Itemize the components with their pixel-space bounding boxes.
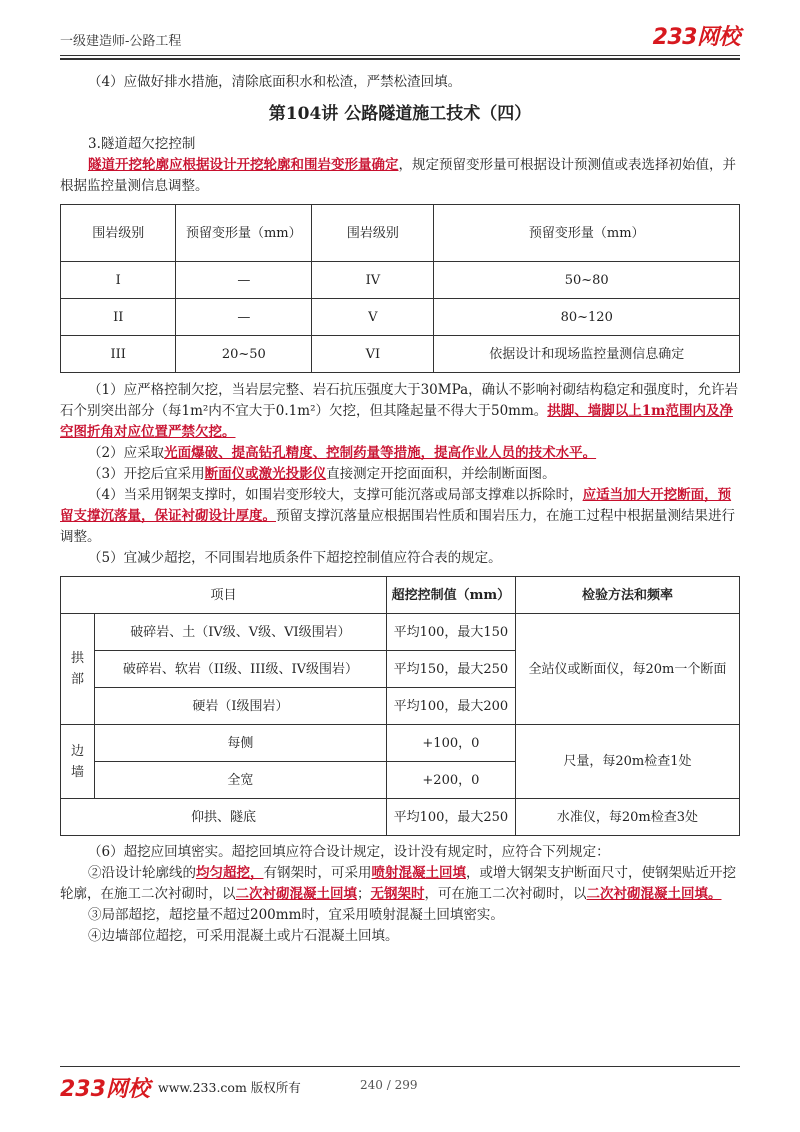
table-cell: V <box>312 299 434 336</box>
lecture-title: 第104讲 公路隧道施工技术（四） <box>268 104 532 124</box>
document-body <box>60 72 740 947</box>
paragraph-intro: 隧道开挖轮廓应根据设计开挖轮廓和围岩变形量确定，规定预留变形量可根据设计预测值或表选择初始值，并根据监控量测信息调整。 <box>60 157 736 194</box>
table-header-cell: 预留变形量（mm） <box>434 205 740 262</box>
table-cell: 平均100，最大150 <box>386 614 515 651</box>
table-cell: 全站仪或断面仪，每20m一个断面 <box>515 614 739 725</box>
paragraph-item-4: （4）当采用钢架支撑时，如围岩变形较大，支撑可能沉落或局部支撑难以拆除时，应适当加大开挖断面，预留支撑沉落量，保证衬砌设计厚度。预留支撑沉落量应根据围岩性质和围岩压力，在施工过程中根据量测结果进行调整。 <box>60 487 735 545</box>
table-cell: 平均150，最大250 <box>386 651 515 688</box>
table-row <box>61 299 740 336</box>
footer-divider <box>60 1066 740 1067</box>
table-row <box>61 799 740 836</box>
highlight-text: 二次衬砌混凝土回填。 <box>586 886 722 902</box>
table-cell: 仰拱、隧底 <box>61 799 387 836</box>
table-cell: 平均100，最大200 <box>386 688 515 725</box>
highlight-text: 光面爆破、提高钻孔精度、控制药量等措施，提高作业人员的技术水平。 <box>164 445 597 461</box>
highlight-text: 应适当加大开挖断面，预留支撑沉落量，保证衬砌设计厚度。 <box>60 487 732 524</box>
paragraph-clause-4: ④边墙部位超挖，可采用混凝土或片石混凝土回填。 <box>88 928 399 944</box>
page-number: 240 / 299 <box>360 1078 418 1092</box>
table-row <box>61 725 740 762</box>
highlight-text: 隧道开挖轮廓应根据设计开挖轮廓和围岩变形量确定 <box>88 157 399 173</box>
table-header-cell: 超挖控制值（mm） <box>386 577 515 614</box>
table-cell: +100，0 <box>386 725 515 762</box>
header-divider <box>60 55 740 56</box>
table-cell: VI <box>312 336 434 373</box>
page-header-title: 一级建造师-公路工程 <box>60 34 182 49</box>
header-divider-thick <box>60 58 740 60</box>
table-cell: 20~50 <box>176 336 312 373</box>
deformation-table <box>60 204 740 373</box>
table-cell: III <box>61 336 176 373</box>
table-header-row <box>61 205 740 262</box>
section-heading: 3.隧道超欠挖控制 <box>88 136 196 152</box>
paragraph-item-6: （6）超挖应回填密实。超挖回填应符合设计规定，设计没有规定时，应符合下列规定： <box>88 844 610 860</box>
paragraph-drainage: （4）应做好排水措施，清除底面积水和松渣，严禁松渣回填。 <box>88 74 462 90</box>
table-cell: 平均100，最大250 <box>386 799 515 836</box>
table-cell: 依据设计和现场监控量测信息确定 <box>434 336 740 373</box>
table-cell: +200，0 <box>386 762 515 799</box>
highlight-text: 拱脚、墙脚以上1m范围内及净空图折角对应位置严禁欠挖。 <box>60 403 733 440</box>
table-cell: 边墙 <box>61 725 95 799</box>
highlight-text: 断面仪或激光投影仪 <box>204 466 327 482</box>
table-cell: — <box>176 262 312 299</box>
table-cell: II <box>61 299 176 336</box>
table-cell: 破碎岩、土（IV级、V级、VI级围岩） <box>94 614 386 651</box>
highlight-text: 无钢架时 <box>370 886 425 902</box>
table-cell: 全宽 <box>94 762 386 799</box>
overbreak-table <box>60 576 740 836</box>
paragraph-item-1: （1）应严格控制欠挖，当岩层完整、岩石抗压强度大于30MPa，确认不影响衬砌结构稳定和强度时，允许岩石个别突出部分（每1m²内不宜大于0.1m²）欠挖，但其隆起量不得大于50mm。拱脚、墙脚以上1m范围内及净空图折角对应位置严禁欠挖。 <box>60 382 739 440</box>
table-cell: — <box>176 299 312 336</box>
paragraph-item-2: （2）应采取光面爆破、提高钻孔精度、控制药量等措施，提高作业人员的技术水平。 <box>88 445 597 461</box>
footer-copyright: www.233.com 版权所有 <box>158 1080 301 1095</box>
paragraph-clause-3: ③局部超挖，超挖量不超过200mm时，宜采用喷射混凝土回填密实。 <box>88 907 504 923</box>
paragraph-item-3: （3）开挖后宜采用断面仪或激光投影仪直接测定开挖面面积，并绘制断面图。 <box>88 466 556 482</box>
table-row <box>61 614 740 651</box>
paragraph-item-5: （5）宜减少超挖，不同围岩地质条件下超挖控制值应符合表的规定。 <box>88 550 502 566</box>
brand-logo: 233网校 <box>652 25 740 50</box>
table-header-cell: 围岩级别 <box>61 205 176 262</box>
table-header-cell: 项目 <box>61 577 387 614</box>
table-cell: 硬岩（I级围岩） <box>94 688 386 725</box>
table-cell: 80~120 <box>434 299 740 336</box>
table-header-cell: 围岩级别 <box>312 205 434 262</box>
table-header-cell: 检验方法和频率 <box>515 577 739 614</box>
highlight-text: 均匀超挖， <box>196 865 264 881</box>
paragraph-clause-2: ②沿设计轮廓线的均匀超挖，有钢架时，可采用喷射混凝土回填，或增大钢架支护断面尺寸，使钢架贴近开挖轮廓，在施工二次衬砌时，以二次衬砌混凝土回填；无钢架时，可在施工二次衬砌时，以二次衬砌混凝土回填。 <box>60 865 736 902</box>
table-cell: 每侧 <box>94 725 386 762</box>
table-row <box>61 336 740 373</box>
table-row <box>61 262 740 299</box>
highlight-text: 喷射混凝土回填 <box>371 865 466 881</box>
table-cell: 拱部 <box>61 614 95 725</box>
table-cell: IV <box>312 262 434 299</box>
table-cell: 破碎岩、软岩（II级、III级、IV级围岩） <box>94 651 386 688</box>
footer-logo: 233网校 <box>60 1077 150 1102</box>
table-cell: I <box>61 262 176 299</box>
table-header-cell: 预留变形量（mm） <box>176 205 312 262</box>
table-cell: 水准仪，每20m检查3处 <box>515 799 739 836</box>
table-header-row <box>61 577 740 614</box>
table-cell: 尺量，每20m检查1处 <box>515 725 739 799</box>
table-cell: 50~80 <box>434 262 740 299</box>
highlight-text: 二次衬砌混凝土回填 <box>235 886 357 902</box>
